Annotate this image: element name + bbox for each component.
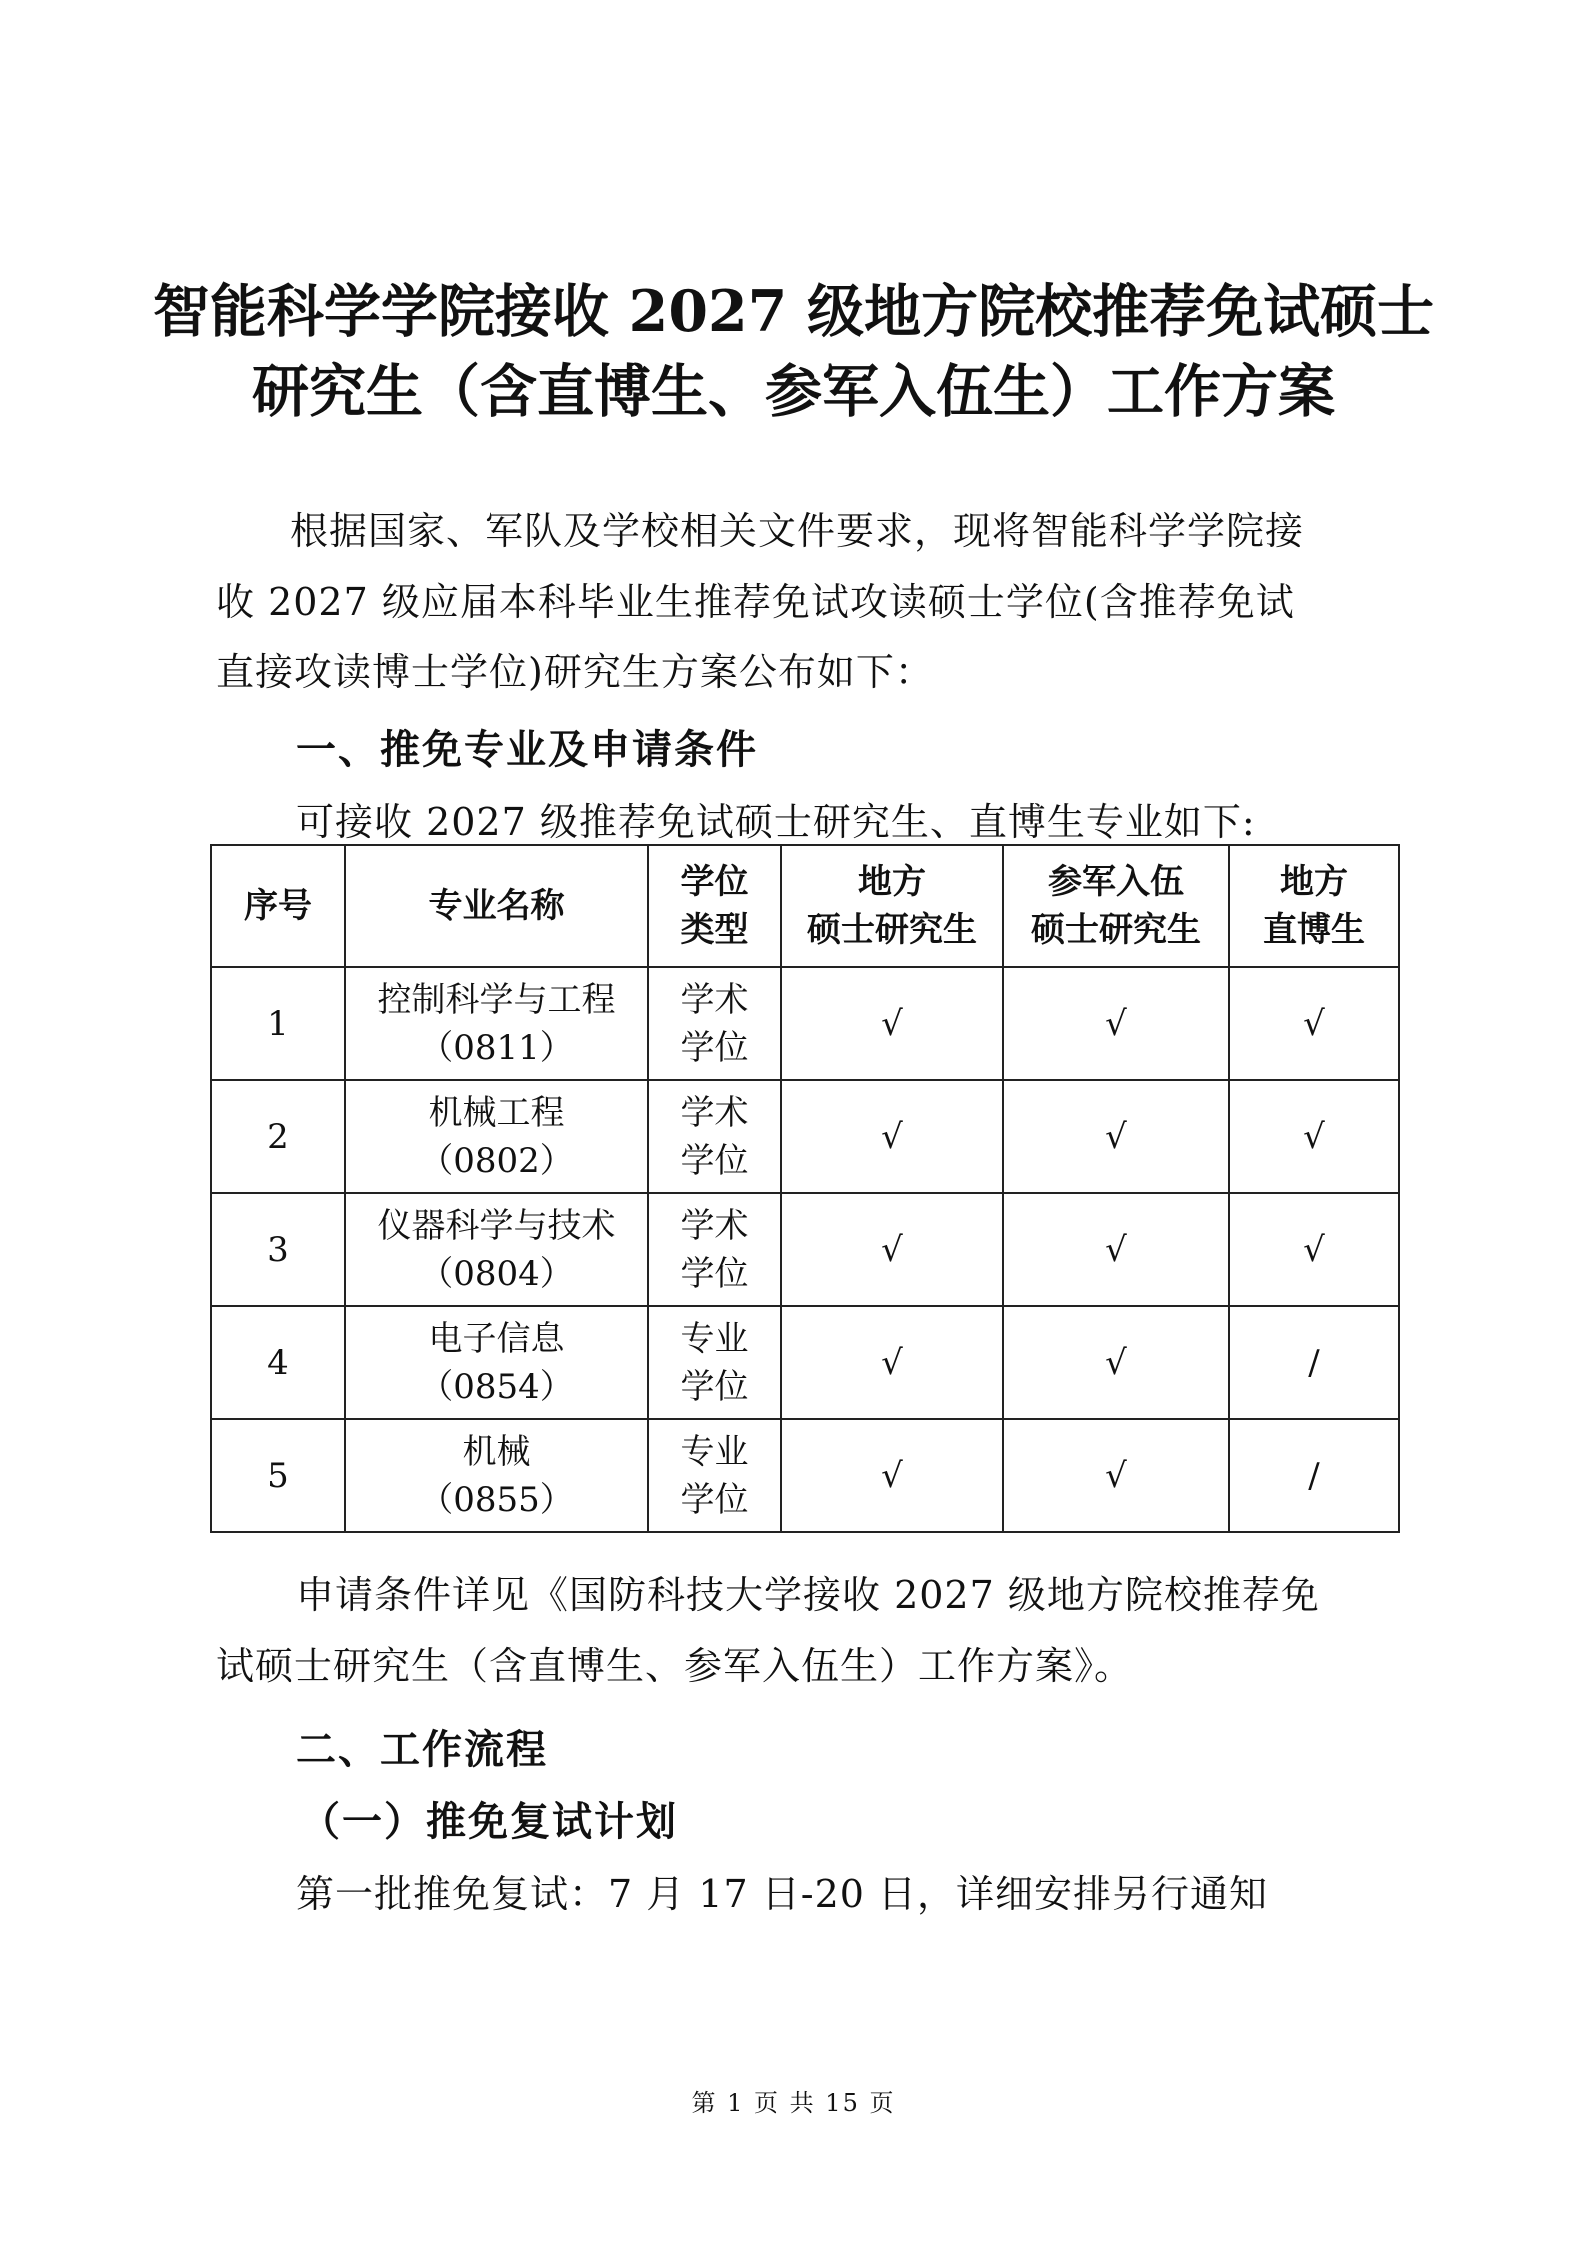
cell-local-phd: / [1229,1306,1399,1419]
cell-local-phd: / [1229,1419,1399,1532]
header-army-master: 参军入伍 硕士研究生 [1003,845,1229,967]
section1-heading: 一、推免专业及申请条件 [296,727,758,773]
cell-local-master: √ [781,1419,1003,1532]
majors-table [210,844,1400,1533]
table-row [211,1193,1399,1306]
cell-degree-type: 学术 学位 [648,1193,781,1306]
document-title [150,272,1437,432]
conditions-line-1: 申请条件详见《国防科技大学接收 2027 级地方院校推荐免 [296,1573,1320,1617]
page-number-footer: 第 1 页 共 15 页 [691,2089,896,2117]
cell-major-name: 控制科学与工程 （0811） [345,967,648,1080]
title-line-2: 研究生（含直博生、参军入伍生）工作方案 [252,358,1335,425]
subsection1-heading: （一）推免复试计划 [300,1799,678,1845]
cell-local-master: √ [781,967,1003,1080]
intro-line-2: 收 2027 级应届本科毕业生推荐免试攻读硕士学位(含推荐免试 [216,580,1295,624]
header-major-name: 专业名称 [345,845,648,967]
cell-local-phd: √ [1229,967,1399,1080]
cell-major-name: 机械工程 （0802） [345,1080,648,1193]
cell-army-master: √ [1003,967,1229,1080]
cell-local-phd: √ [1229,1193,1399,1306]
cell-degree-type: 学术 学位 [648,1080,781,1193]
header-degree-type: 学位 类型 [648,845,781,967]
cell-army-master: √ [1003,1306,1229,1419]
intro-line-1: 根据国家、军队及学校相关文件要求，现将智能科学学院接 [290,509,1305,553]
cell-no: 5 [211,1419,345,1532]
cell-no: 3 [211,1193,345,1306]
title-line-1: 智能科学学院接收 2027 级地方院校推荐免试硕士 [152,278,1435,345]
cell-local-master: √ [781,1193,1003,1306]
section1-lead: 可接收 2027 级推荐免试硕士研究生、直博生专业如下: [296,800,1256,844]
cell-major-name: 仪器科学与技术 （0804） [345,1193,648,1306]
table-header-row [211,845,1399,967]
header-local-master: 地方 硕士研究生 [781,845,1003,967]
cell-local-phd: √ [1229,1080,1399,1193]
table-row [211,1080,1399,1193]
cell-degree-type: 专业 学位 [648,1419,781,1532]
header-no: 序号 [211,845,345,967]
conditions-line-2: 试硕士研究生（含直博生、参军入伍生）工作方案》。 [216,1644,1134,1688]
cell-no: 1 [211,967,345,1080]
cell-army-master: √ [1003,1080,1229,1193]
cell-army-master: √ [1003,1193,1229,1306]
section2-heading: 二、工作流程 [296,1727,548,1773]
cell-major-name: 机械 （0855） [345,1419,648,1532]
cell-army-master: √ [1003,1419,1229,1532]
cell-local-master: √ [781,1306,1003,1419]
table-row [211,967,1399,1080]
cell-major-name: 电子信息 （0854） [345,1306,648,1419]
cell-local-master: √ [781,1080,1003,1193]
schedule-line: 第一批推免复试：7 月 17 日-20 日，详细安排另行通知 [296,1872,1269,1916]
cell-no: 2 [211,1080,345,1193]
table-row [211,1306,1399,1419]
header-local-phd: 地方 直博生 [1229,845,1399,967]
table-row [211,1419,1399,1532]
cell-degree-type: 专业 学位 [648,1306,781,1419]
cell-degree-type: 学术 学位 [648,967,781,1080]
intro-line-3: 直接攻读博士学位)研究生方案公布如下： [216,650,934,694]
cell-no: 4 [211,1306,345,1419]
